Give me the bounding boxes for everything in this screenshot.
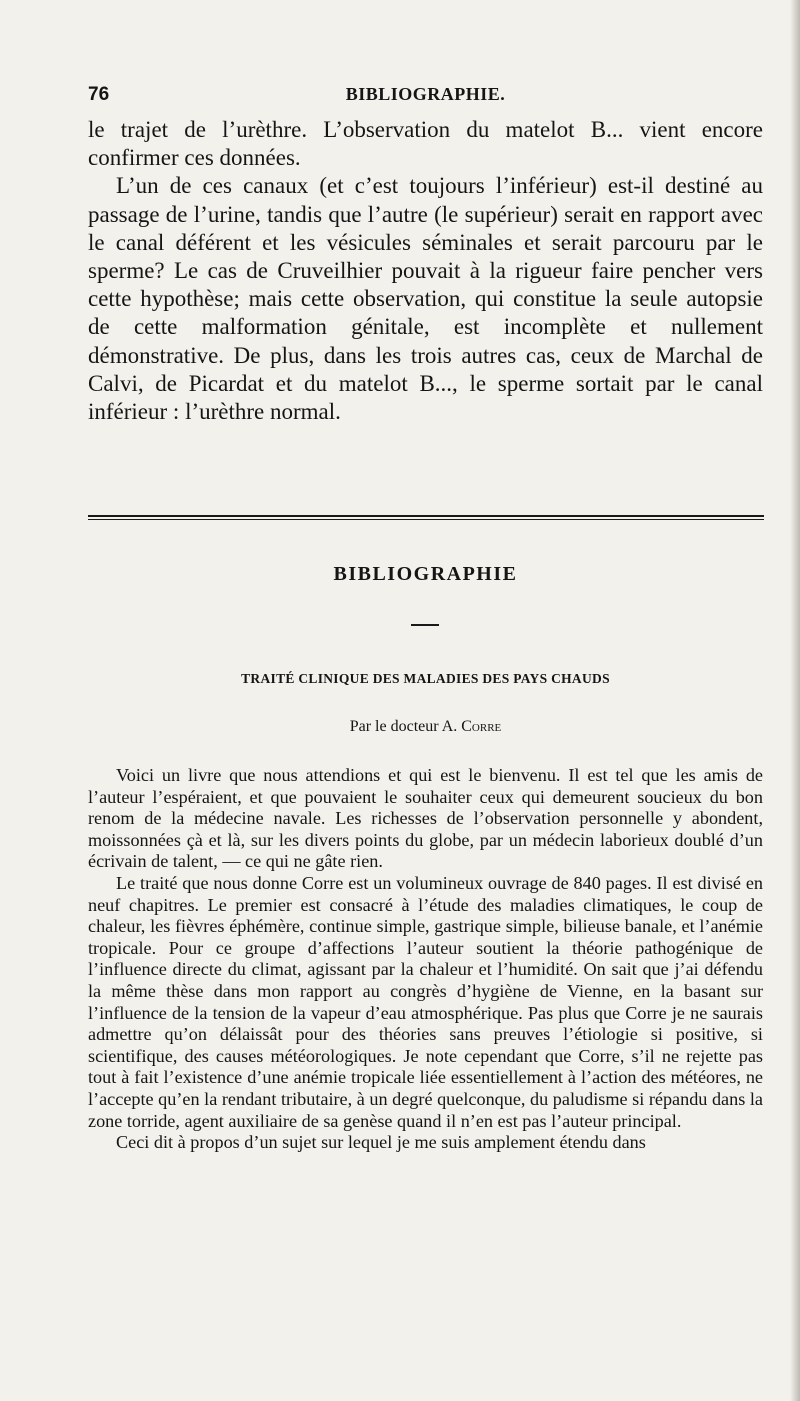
page-edge-shadow <box>790 0 800 1401</box>
page-number: 76 <box>88 84 110 105</box>
byline <box>88 718 763 736</box>
byline-prefix: Par le docteur A. <box>349 718 462 735</box>
byline-author: Corre <box>461 718 502 735</box>
section-divider <box>88 515 764 517</box>
paragraph: le trajet de l’urèthre. L’observation du matelot B... vient encore confirmer ces données. <box>88 117 763 171</box>
section-divider-thin <box>88 519 764 520</box>
paragraph: Voici un livre que nous attendions et qui est le bienvenu. Il est tel que les amis de l’auteur l’espéraient, et que pouvaient le souhaiter ceux qui demeurent soucieux du bon renom de la médecine navale. Les richesses de l’observation personnelle y abondent, moissonnées çà et là, sur les divers points du globe, par un médecin laborieux doublé d’un écrivain de talent, — ce qui ne gâte rien. <box>88 765 763 872</box>
body-text-top <box>88 116 763 426</box>
paragraph: Le traité que nous donne Corre est un volumineux ouvrage de 840 pages. Il est divisé en neuf chapitres. Le premier est consacré à l’étude des maladies climatiques, le coup de chaleur, les fièvres éphémère, continue simple, gastrique simple, bilieuse banale, et l’anémie tropicale. Pour ce groupe d’affections l’auteur soutient la théorie pathogénique de l’influence directe du climat, agissant par la chaleur et l’humidité. On sait que j’ai défendu la même thèse dans mon rapport au congrès d’hygiène de Vienne, en la basant sur l’influence de la tension de la vapeur d’eau atmosphérique. Pas plus que Corre je ne saurais admettre qu’on délaissât pour des théories sans preuves l’étiologie si positive, si scientifique, des causes météorologiques. Je note cependant que Corre, s’il ne rejette pas tout à fait l’existence d’une anémie tropicale liée essentiellement à l’action des météores, ne l’accepte qu’en la rendant tributaire, à un degré quelconque, du paludisme si répandu dans la zone torride, agent auxiliaire de sa genèse quand il n’en est pas l’auteur principal. <box>88 872 763 1131</box>
review-text <box>88 765 763 1154</box>
section-title: BIBLIOGRAPHIE <box>333 563 518 585</box>
paragraph: L’un de ces canaux (et c’est toujours l’inférieur) est-il destiné au passage de l’urine, tandis que l’autre (le supérieur) serait en rapport avec le canal déférent et les vésicules séminales et serait parcouru par le sperme? Le cas de Cruveilhier pouvait à la rigueur faire pencher vers cette hypothèse; mais cette observation, qui constitue la seule autopsie de cette malformation génitale, est incomplète et nullement démonstrative. De plus, dans les trois autres cas, ceux de Marchal de Calvi, de Picardat et du matelot B..., le sperme sortait par le canal inférieur : l’urèthre normal. <box>88 173 763 425</box>
paragraph: Ceci dit à propos d’un sujet sur lequel je me suis amplement étendu dans <box>116 1132 646 1153</box>
book-title: TRAITÉ CLINIQUE DES MALADIES DES PAYS CHAUDS <box>241 671 610 686</box>
title-dash <box>411 624 439 626</box>
page-header <box>88 84 763 110</box>
running-head: BIBLIOGRAPHIE. <box>345 84 506 104</box>
